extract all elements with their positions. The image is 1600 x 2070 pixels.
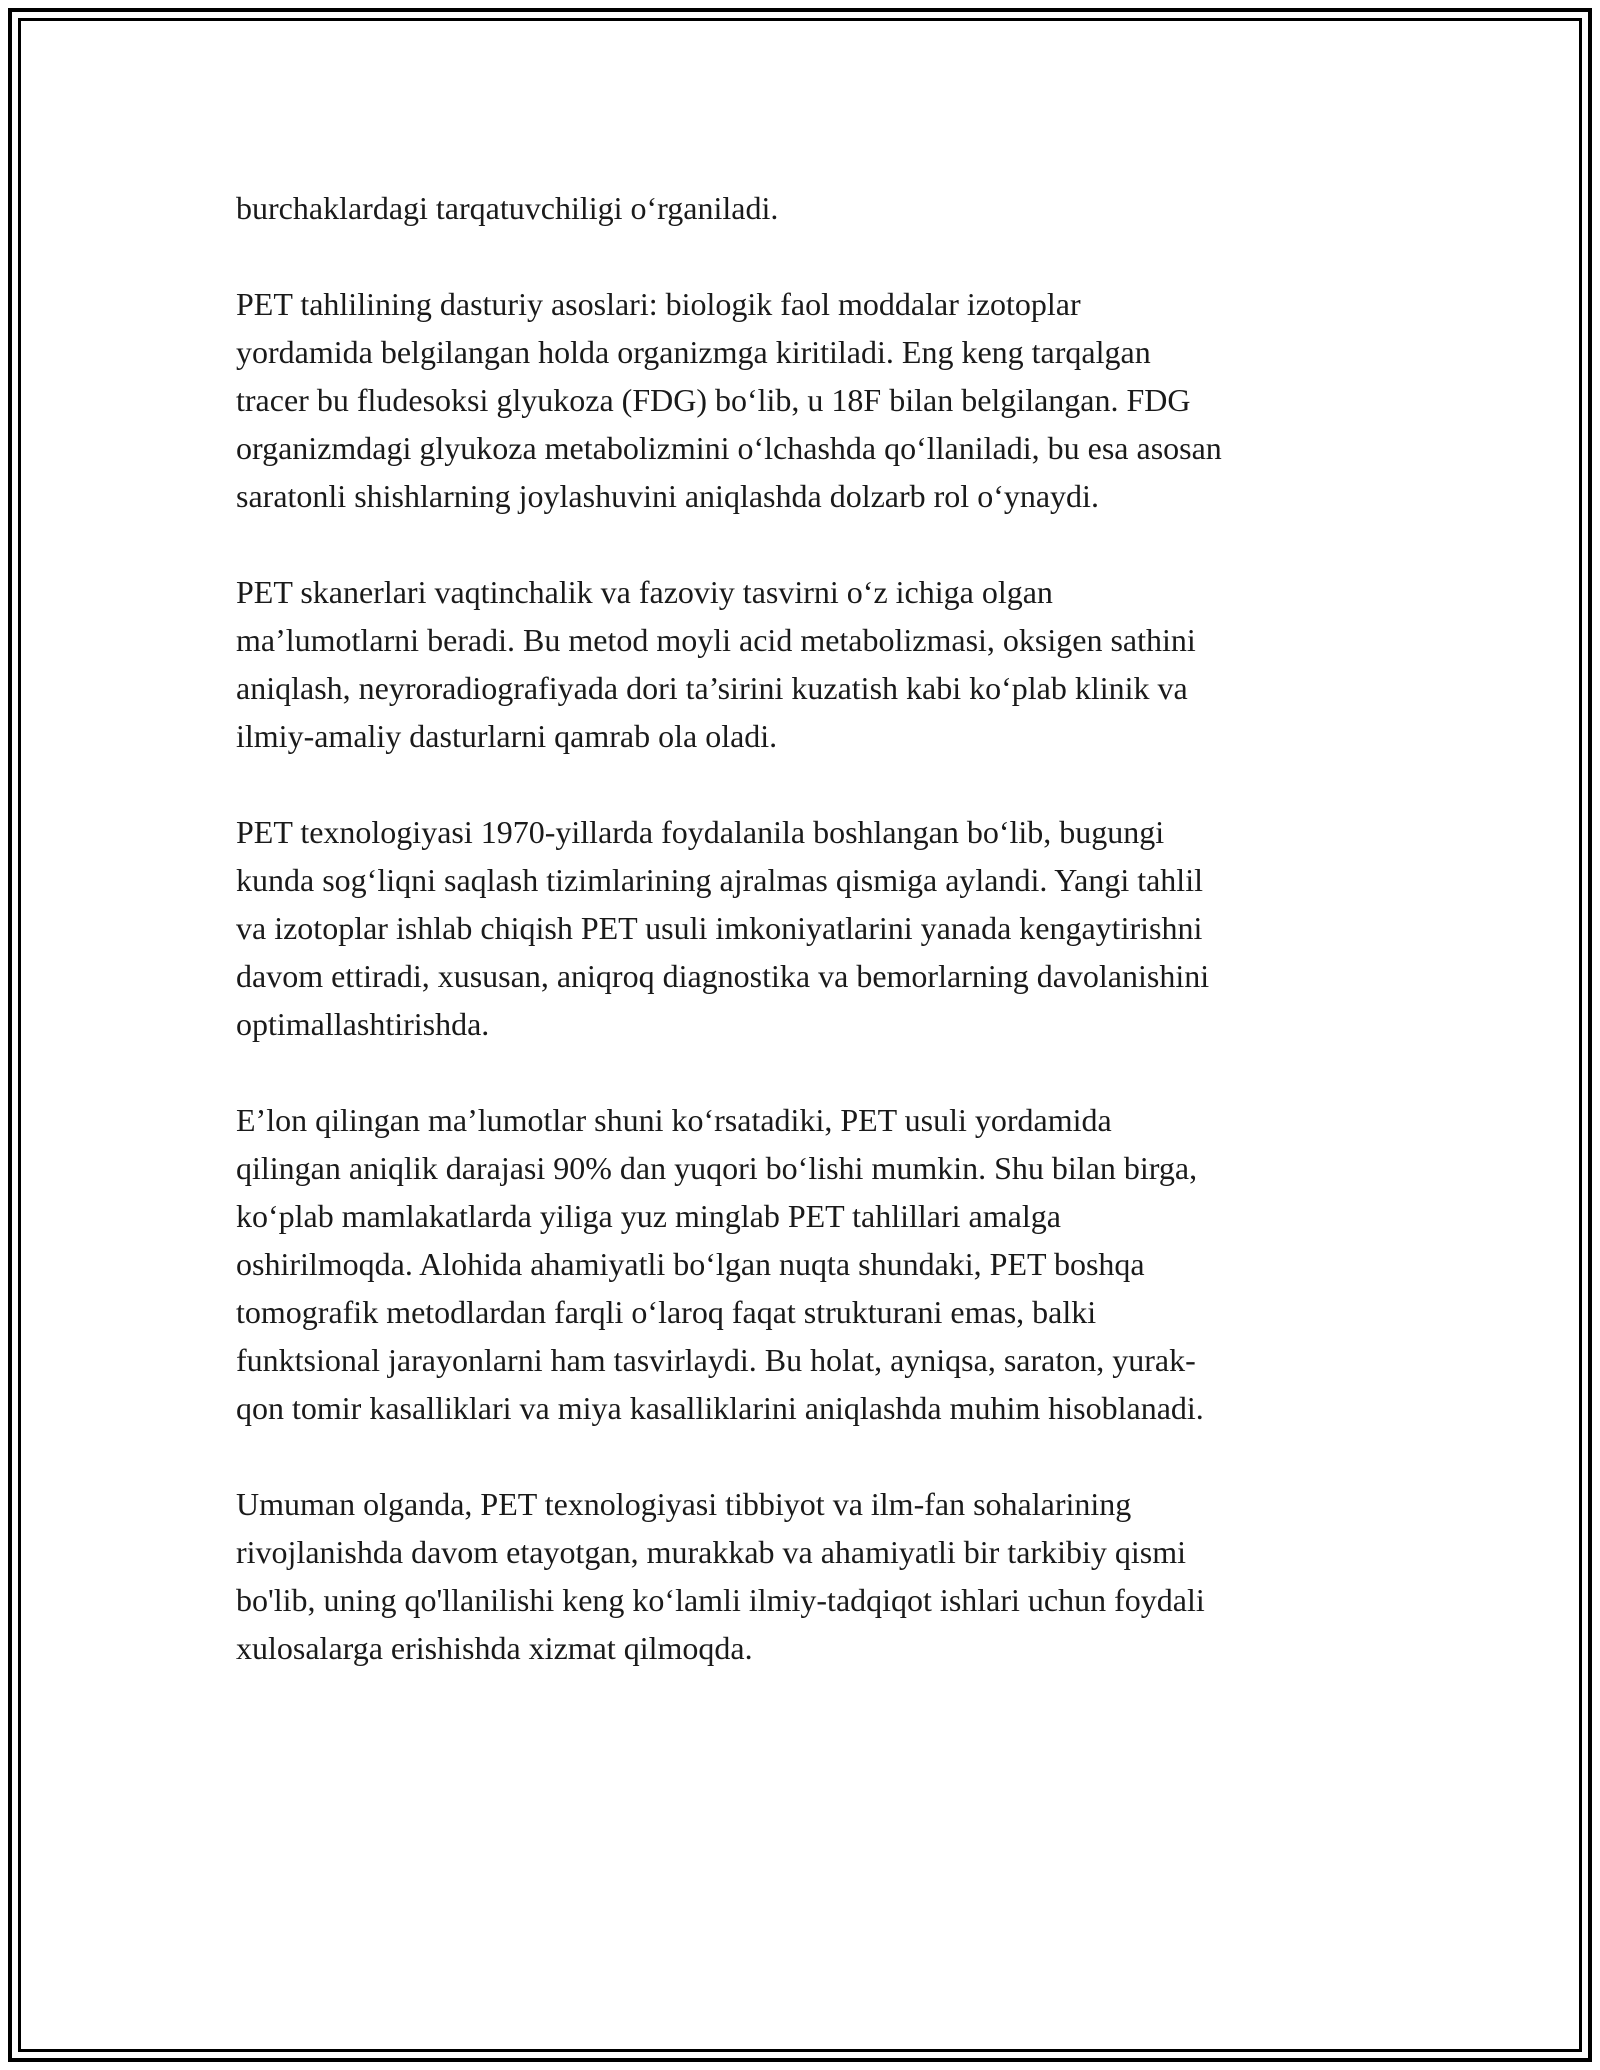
document-body bbox=[236, 184, 1386, 1672]
paragraph-pet-scanners: PET skanerlari vaqtinchalik va fazoviy tasvirni o‘z ichiga olgan ma’lumotlarni beradi. Bu metod moyli acid metabolizmasi, oksigen sathini aniqlash, neyroradiografiyada dori ta’sirini kuzatish kabi ko‘plab klinik va ilmiy-amaliy dasturlarni qamrab ola oladi. bbox=[236, 574, 1196, 754]
paragraph-continuation: burchaklardagi tarqatuvchiligi o‘rganiladi. bbox=[236, 190, 779, 226]
paragraph-pet-accuracy: E’lon qilingan ma’lumotlar shuni ko‘rsatadiki, PET usuli yordamida qilingan aniqlik darajasi 90% dan yuqori bo‘lishi mumkin. Shu bilan birga, ko‘plab mamlakatlarda yiliga yuz minglab PET tahlillari amalga oshirilmoqda. Alohida ahamiyatli bo‘lgan nuqta shundaki, PET boshqa tomografik metodlardan farqli o‘laroq faqat strukturani emas, balki funktsional jarayonlarni ham tasvirlaydi. Bu holat, ayniqsa, saraton, yurak- qon tomir kasalliklari va miya kasalliklarini aniqlashda muhim hisoblanadi. bbox=[236, 1102, 1204, 1426]
paragraph-pet-history: PET texnologiyasi 1970-yillarda foydalanila boshlangan bo‘lib, bugungi kunda sog‘liqni saqlash tizimlarining ajralmas qismiga aylandi. Yangi tahlil va izotoplar ishlab chiqish PET usuli imkoniyatlarini yanada kengaytirishni davom ettiradi, xususan, aniqroq diagnostika va bemorlarning davolanishini optimallashtirishda. bbox=[236, 814, 1210, 1042]
paragraph-pet-software-basis: PET tahlilining dasturiy asoslari: biologik faol moddalar izotoplar yordamida belgilangan holda organizmga kiritiladi. Eng keng tarqalgan tracer bu fludesoksi glyukoza (FDG) bo‘lib, u 18F bilan belgilangan. FDG organizmdagi glyukoza metabolizmini o‘lchashda qo‘llaniladi, bu esa asosan saratonli shishlarning joylashuvini aniqlashda dolzarb rol o‘ynaydi. bbox=[236, 286, 1222, 514]
paragraph-conclusion: Umuman olganda, PET texnologiyasi tibbiyot va ilm-fan sohalarining rivojlanishda davom etayotgan, murakkab va ahamiyatli bir tarkibiy qismi bo'lib, uning qo'llanilishi keng ko‘lamli ilmiy-tadqiqot ishlari uchun foydali xulosalarga erishishda xizmat qilmoqda. bbox=[236, 1486, 1205, 1666]
